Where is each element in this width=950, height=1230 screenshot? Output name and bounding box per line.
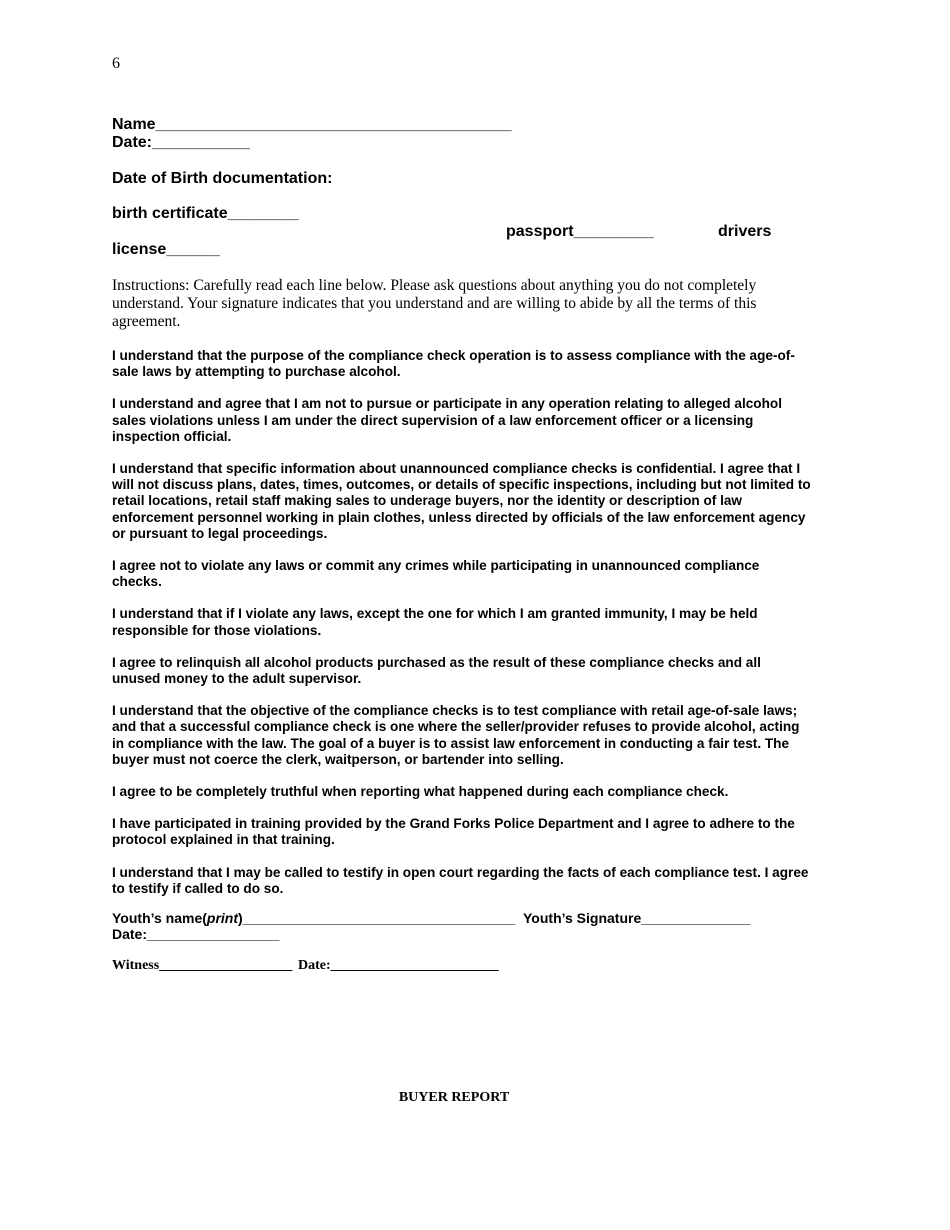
youth-signature-field[interactable]: Youth’s Signature______________ (523, 910, 751, 926)
birth-certificate-field[interactable]: birth certificate________ (112, 205, 299, 222)
page-number: 6 (112, 55, 120, 72)
statement-10: I understand that I may be called to testify in open court regarding the facts of each compliance test. I agree to testify if called to do so. (112, 864, 809, 896)
statement-8: I agree to be completely truthful when reporting what happened during each compliance check. (112, 784, 729, 800)
statement-4: I agree not to violate any laws or commit any crimes while participating in unannounced compliance checks. (112, 558, 760, 590)
statement-6: I agree to relinquish all alcohol products purchased as the result of these compliance checks and all unused money to the adult supervisor. (112, 654, 761, 687)
buyer-report-title: BUYER REPORT (398, 1090, 510, 1105)
statement-9: I have participated in training provided by the Grand Forks Police Department and I agree to adhere to the protocol explained in that training. (112, 816, 795, 848)
signature-date-field[interactable]: Date:_________________ (112, 926, 280, 942)
youth-name-field[interactable] (112, 910, 515, 926)
dob-heading: Date of Birth documentation: (112, 170, 333, 187)
statement-2: I understand and agree that I am not to pursue or participate in any operation relating to alleged alcohol sales violations unless I am under the direct supervision of a law enforcement officer or a licensing inspection official. (112, 396, 782, 444)
statement-1: I understand that the purpose of the compliance check operation is to assess compliance with the age-of-sale laws by attempting to purchase alcohol. (112, 348, 795, 380)
witness-field[interactable]: Witness___________________ (112, 958, 293, 973)
youth-name-label: Youth’s name( (112, 910, 207, 926)
witness-date-field[interactable]: Date:________________________ (298, 958, 499, 973)
instructions-text: Instructions: Carefully read each line below. Please ask questions about anything you do not completely understand. Your signature indicates that you understand and are willing to abide by all the terms of this agreement. (112, 277, 757, 330)
passport-field[interactable]: passport_________ (506, 223, 654, 240)
youth-name-line[interactable]: )___________________________________ (238, 910, 516, 926)
statement-5: I understand that if I violate any laws, except the one for which I am granted immunity, I may be held responsible for those violations. (112, 606, 758, 638)
license-field[interactable]: license______ (112, 241, 220, 258)
date-field[interactable]: Date:___________ (112, 134, 250, 151)
statement-7: I understand that the objective of the compliance checks is to test compliance with retail age-of-sale laws; and that a successful compliance check is one where the seller/provider refuses to provide alcohol, acting in compliance with the law. The goal of a buyer is to assist law enforcement in conducting a fair test. The buyer must not coerce the clerk, waitperson, or bartender into selling. (112, 703, 800, 767)
name-field[interactable]: Name________________________________________ (112, 116, 512, 133)
drivers-label: drivers (718, 223, 772, 240)
statement-3: I understand that specific information about unannounced compliance checks is confidential. I agree that I will not discuss plans, dates, times, outcomes, or details of specific inspections, including but not limited to retail locations, retail staff making sales to underage buyers, nor the identity or description of law enforcement personnel working in plain clothes, unless directed by officials of the law enforcement agency or pursuant to legal proceedings. (112, 461, 811, 541)
statements-list (112, 348, 812, 913)
youth-name-print-label: print (206, 910, 239, 926)
